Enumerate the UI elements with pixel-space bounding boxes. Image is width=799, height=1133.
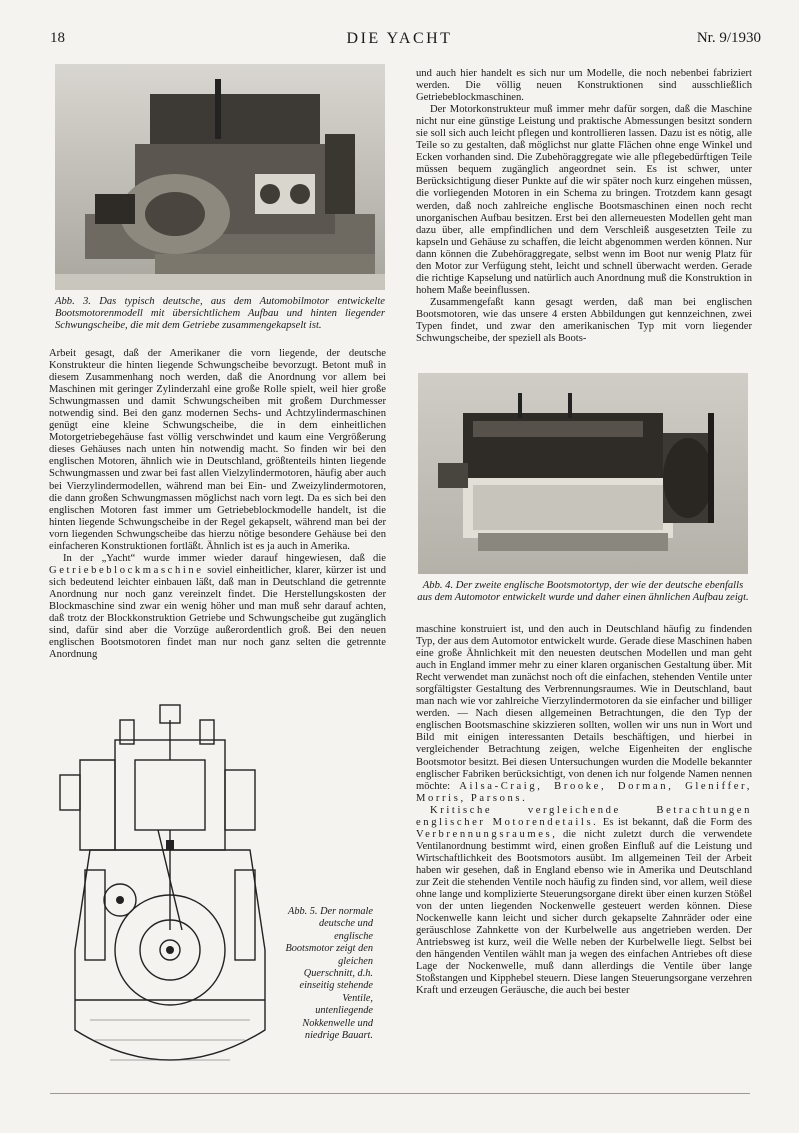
- emphasis-term: Verbrennungsraumes: [416, 828, 553, 840]
- figure-5-caption: Abb. 5. Der normale deutsche und englische Bootsmotor zeigt den gleichen Querschnitt, d.h. einseitig stehende Ventile, untenliegende Nokkenwelle und niedrige Bauart.: [285, 906, 373, 1042]
- paragraph: Zusammengefaßt kann gesagt werden, daß man bei englischen Bootsmotoren, wie das unsere 4 ersten Abbildungen gut kennzeichnen, zwei Typen findet, und zwar den amerikanischen Typ mit vorn liegender Schwungscheibe, der speziell als Boots-: [416, 296, 752, 345]
- right-column-lower-text: [416, 624, 752, 997]
- manufacturer-list: Ailsa-Craig, Brooke, Dorman, Gleniffer, Morris, Parsons.: [416, 780, 752, 804]
- paragraph: maschine konstruiert ist, und den auch in Deutschland häufig zu findenden Typ, der aus dem Automotor entwickelt wurde. Gerade diese Maschinen haben eine große Ähnlichkeit mit den neuesten deutschen Modellen und man geht auch in England immer mehr zu einer klaren organischen Gestaltung über. Mit Recht verwendet man zunächst noch oft die einfachen, stehenden Ventile unter sorgfältigster Gestaltung des Verbrennungsraumes. Wie in Deutschland, baut man nach wie vor zahlreiche Vierzylindermotoren da sie einfacher und billiger werden. — Nach diesen allgemeinen Betrachtungen, die den Typ der englischen Bootsmaschine skizzieren sollten, wollen wir uns nun in Wort und Bild mit einigen interessanten Details beschäftigen, und hierbei in vergleichender Betrachtung zeigen, welche Eigenheiten der englische Bootsmotor besitzt. Bei diesen Untersuchungen wurden die Modelle bekannter englischer Fabriken berücksichtigt, von denen ich nur folgende Namen nennen möchte: Ailsa-Craig, Brooke, Dorman, Gleniffer, Morris, Parsons.: [416, 624, 752, 804]
- engine-photo-icon: [418, 373, 748, 574]
- figure-3-caption: Abb. 3. Das typisch deutsche, aus dem Automobilmotor entwickelte Bootsmotorenmodell mit übersichtlichem Aufbau und hinten liegender Schwungscheibe, die mit dem Getriebe zusammengekapselt ist.: [55, 296, 385, 332]
- footer-rule: [50, 1093, 750, 1094]
- figure-4-caption: Abb. 4. Der zweite englische Bootsmotortyp, der wie der deutsche ebenfalls aus dem Automotor entwickelt wurde und daher einen ähnlichen Aufbau zeigt.: [417, 580, 749, 604]
- figure-4-engine-photo: [418, 373, 748, 574]
- figure-5-cross-section: [50, 700, 280, 1095]
- page-header: [0, 30, 799, 52]
- emphasis-term: Getriebeblockmaschine: [49, 564, 204, 576]
- engine-photo-icon: [55, 64, 385, 290]
- right-column-upper-text: [416, 68, 752, 345]
- issue-number: Nr. 9/1930: [696, 30, 761, 46]
- paragraph: Kritische vergleichende Betrachtungen englischer Motorendetails. Es ist bekannt, daß die Form des Verbrennungsraumes, die nicht zuletzt durch die verwendete Ventilanordnung bestimmt wird, einen großen Einfluß auf die Leistung und Wirtschaftlichkeit des Bootsmotors ausübt. Im allgemeinen Teil der Arbeit haben wir gesehen, daß in England ebenso wie in Amerika und Deutschland zur Zeit die stehenden Ventile noch häufig zu finden sind, vor allem, weil diese ohne lange und komplizierte Steuerungsorgane direkt über einen kurzen Stößel von der unten liegenden Nockenwelle gesteuert werden können. Diese Nockenwelle kann leicht und sicher durch gekapselte Zahnräder oder eine geräuschlose Zahnkette von der Kurbelwelle aus angetrieben werden. Der Antriebsweg ist kurz, weil die Welle neben der Kurbelwelle liegt. Selbst bei den hängenden Ventilen wählt man ja wegen des einfachen Antriebes oft diese Lage der Nockenwelle, muß dann allerdings die Ventile über lange Stoßstangen und Kipphebel steuern. Diese langen Steuerungsorgane verzehren Kraft und erzeugen Geräusche, die auch bei bester: [416, 804, 752, 997]
- paragraph: In der „Yacht“ wurde immer wieder darauf hingewiesen, daß die Getriebeblockmaschine soviel einheitlicher, klarer, kürzer ist und sich bedeutend leichter einbauen läßt, daß man in Deutschland die getrennte Anordnung nur noch ganz vereinzelt findet. Die Herstellungskosten der Blockmaschine sind zwar ein wenig höher und man muß sehr darauf achten, daß trotz der Blockkonstruktion Getriebe und Schwungscheibe gut zugänglich sind, dafür sind aber die Vorzüge außerordentlich groß. Bei den neuen englischen Bootsmotoren findet man nur noch ganz selten die getrennte Anordnung: [49, 552, 386, 661]
- left-column-text: [49, 348, 386, 661]
- engine-cross-section-icon: [50, 700, 280, 1095]
- paragraph: Der Motorkonstrukteur muß immer mehr dafür sorgen, daß die Maschine nicht nur eine günstige Leistung und praktische Abmessungen besitzt sondern sie soll sich auch leicht pflegen und kontrollieren lassen. Dazu ist es nötig, alle Teile so zu gestalten, daß möglichst nur glatte Flächen ohne enge Winkel und Ecken vorhanden sind. Die Zubehöraggregate wie alle pflegebedürftigen Teile müssen bequem zugänglich angeordnet sein. Es ist schwer, unter Berücksichtigung dieser Punkte auf die wir später noch kurz eingehen müssen, die vorliegenden Motoren in ein Schema zu bringen. Trotzdem kann gesagt werden, daß noch zahlreiche englische Bootsmaschinen einen noch recht unorganischen Aufbau besitzen. Erst bei den allerneuesten Modellen geht man dazu über, alle empfindlichen und dem Verschleiß ausgesetzten Teile zu kapseln und Gehäuse zu schaffen, die leicht abgenommen werden können. Nur dann können die Zubehöraggregate, selbst wenn im Boot nur wenig Platz für den Motor zur Verfügung steht, leicht und schnell überwacht werden. Gerade die richtige Kapselung und natürlich auch Anordnung muß die Konstruktion in hohem Maße beeinflussen.: [416, 104, 752, 296]
- section-heading: Kritische vergleichende Betrachtungen englischer Motorendetails.: [416, 804, 752, 828]
- page-number: 18: [50, 30, 65, 46]
- paragraph: und auch hier handelt es sich nur um Modelle, die noch nebenbei fabriziert werden. Die völlig neuen Konstruktionen sind ausschließlich Getriebeblockmaschinen.: [416, 68, 752, 104]
- figure-3-engine-photo: [55, 64, 385, 290]
- paragraph: Arbeit gesagt, daß der Amerikaner die vorn liegende, der deutsche Konstrukteur die hinten liegende Schwungscheibe bevorzugt. Betont muß in diesem Zusammenhang noch werden, daß die Anordnung vor allem bei Maschinen mit geringer Zylinderzahl eine große Rolle spielt, weil hier große Schwungmassen und damit Schwungscheiben mit großem Durchmesser notwendig sind. Bei den ganz modernen Sechs- und Achtzylindermaschinen genügt eine kleine Schwungscheibe, die in dem einheitlichen Motorgetriebegehäuse fast völlig verschwindet und kaum eine Vergrößerung dieses Gehäuses nach unten hin notwendig macht. So finden wir bei den englischen Motoren, ähnlich wie in Deutschland, größtenteils hinten liegende Schwungmassen und zwar bei fast allen Vielzylindermotoren, häufig aber auch bei Vierzylindermodellen, während man bei Ein- und Zweizylindermotoren, die dann großen Schwungmassen möglichst nach vorn legt. Da es sich bei den englischen Motoren fast immer um Getriebeblockmodelle handelt, ist die hinten liegende Schwungscheibe in der Regel gekapselt, während man bei der vorn liegenden Schwungscheibe das hierzu nötige besondere Gehäuse bei den einfacheren Konstruktionen fortläßt. Ähnlich ist es ja auch in Amerika.: [49, 348, 386, 552]
- journal-title: DIE YACHT: [346, 30, 453, 47]
